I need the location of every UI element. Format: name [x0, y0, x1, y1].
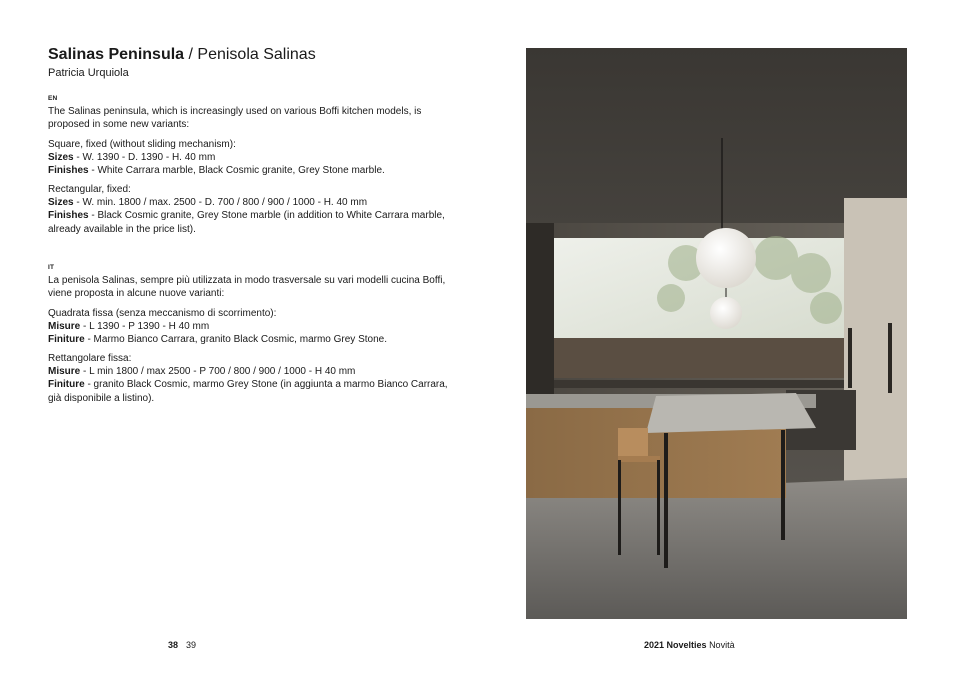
it-square-sizes — [48, 320, 448, 333]
it-square-finishes-label: Finiture — [48, 334, 85, 346]
en-square-heading: Square, fixed (without sliding mechanism): — [48, 139, 236, 150]
cabinet-handle-2 — [888, 323, 892, 393]
it-rect-finishes — [48, 378, 448, 404]
en-rect-sizes-label: Sizes — [48, 197, 74, 209]
floor — [526, 478, 907, 619]
en-square-sizes-label: Sizes — [48, 152, 74, 164]
pendant-globe-small — [710, 297, 742, 329]
en-rect-heading: Rectangular, fixed: — [48, 184, 131, 195]
it-rect-sizes — [48, 365, 448, 378]
title-regular: Penisola Salinas — [197, 46, 316, 63]
pendant-globe-large — [696, 228, 756, 288]
kitchen-illustration — [526, 48, 907, 619]
backsplash-shelf — [554, 338, 844, 378]
it-square-finishes-value: - Marmo Bianco Carrara, granito Black Cosmic, marmo Grey Stone. — [84, 334, 387, 346]
it-intro: La penisola Salinas, sempre più utilizzata in modo trasversale su vari modelli cucina Boffi, viene proposta in alcune nuove varianti: — [48, 275, 446, 300]
page-number-left: 38 — [168, 640, 179, 650]
it-rect-block — [48, 352, 448, 405]
it-rect-sizes-value: - L min 1800 / max 2500 - P 700 / 800 / 900 / 1000 - H 40 mm — [80, 366, 356, 378]
en-rect-sizes — [48, 196, 448, 209]
en-square-finishes-value: - White Carrara marble, Black Cosmic granite, Grey Stone marble. — [88, 165, 385, 177]
title-bold: Salinas Peninsula — [48, 46, 185, 63]
it-square-finishes — [48, 333, 448, 346]
peninsula-top — [646, 393, 816, 433]
it-square-sizes-label: Misure — [48, 321, 81, 333]
kitchen-photo — [526, 48, 907, 619]
collection-label — [644, 640, 735, 650]
it-square-sizes-value: - L 1390 - P 1390 - H 40 mm — [80, 321, 210, 333]
it-rect-heading: Rettangolare fissa: — [48, 353, 132, 364]
en-rect-finishes-label: Finishes — [48, 210, 89, 222]
it-rect-sizes-label: Misure — [48, 366, 81, 378]
page-number-right: 39 — [186, 640, 197, 650]
designer-name: Patricia Urquiola — [48, 67, 129, 79]
peninsula-leg-left — [664, 433, 668, 568]
collection-regular: Novità — [709, 640, 735, 650]
en-square-finishes — [48, 164, 448, 177]
counter-back — [554, 380, 844, 388]
en-square-sizes — [48, 151, 448, 164]
lang-tag-en: EN — [48, 95, 58, 102]
en-square-block — [48, 138, 448, 178]
en-rect-finishes-value: - Black Cosmic granite, Grey Stone marble (in addition to White Carrara marble, already available in the price list). — [48, 210, 445, 235]
en-square-finishes-label: Finishes — [48, 165, 89, 177]
lang-tag-it: IT — [48, 264, 55, 271]
title-separator: / — [184, 46, 198, 63]
en-rect-finishes — [48, 209, 448, 235]
cabinet-handle-1 — [848, 328, 852, 388]
it-rect-finishes-label: Finiture — [48, 379, 85, 391]
it-square-heading: Quadrata fissa (senza meccanismo di scorrimento): — [48, 308, 277, 319]
en-square-sizes-value: - W. 1390 - D. 1390 - H. 40 mm — [73, 152, 216, 164]
it-rect-finishes-value: - granito Black Cosmic, marmo Grey Stone (in aggiunta a marmo Bianco Carrara, già disponibile a listino). — [48, 379, 448, 404]
peninsula-leg-right — [781, 430, 785, 540]
en-rect-block — [48, 183, 448, 236]
it-square-block — [48, 307, 448, 347]
page-numbers — [168, 640, 196, 650]
page-title — [48, 45, 316, 65]
en-intro: The Salinas peninsula, which is increasingly used on various Boffi kitchen models, is proposed in some new variants: — [48, 106, 422, 131]
collection-bold: 2021 Novelties — [644, 640, 707, 650]
en-rect-sizes-value: - W. min. 1800 / max. 2500 - D. 700 / 800 / 900 / 1000 - H. 40 mm — [73, 197, 368, 209]
